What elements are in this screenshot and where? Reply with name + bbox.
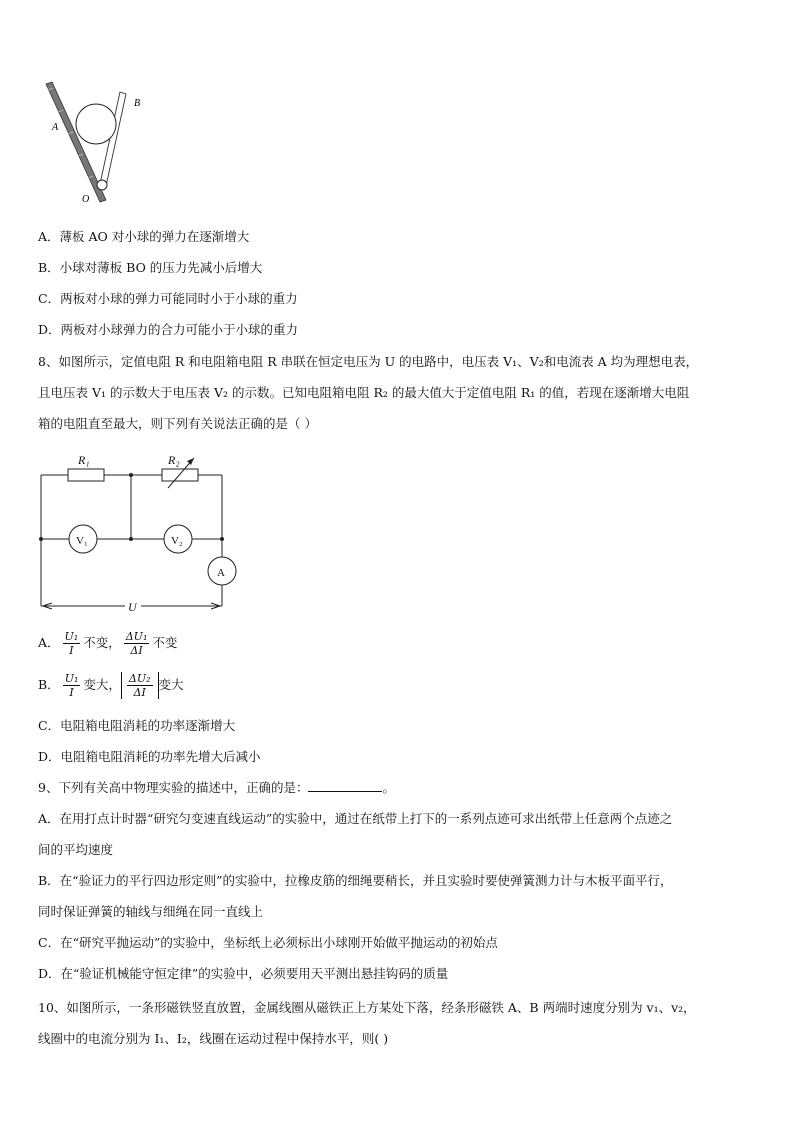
q8-option-a-prefix: A． — [38, 635, 60, 650]
label-b: B — [134, 98, 141, 109]
absolute-value-bars — [121, 672, 159, 699]
q8-option-b-text-1: 变大， — [83, 677, 121, 692]
label-a: A — [217, 567, 225, 579]
fraction-denominator: I — [69, 686, 74, 699]
label-r2: R₂ — [168, 453, 180, 467]
ball — [76, 104, 116, 144]
hinge — [97, 180, 107, 190]
fraction-u1-over-i — [63, 630, 81, 657]
q9-option-b-line-1: B．在“验证力的平行四边形定则”的实验中，拉橡皮筋的细绳要稍长，并且实验时要使弹簧测力计与木板平面平行， — [38, 873, 673, 888]
q7-option-b: B．小球对薄板 BO 的压力先减小后增大 — [38, 260, 263, 275]
label-a: A — [52, 122, 59, 133]
q9-stem-text: 9、下列有关高中物理实验的描述中，正确的是： — [38, 780, 309, 795]
q8-option-b-prefix: B． — [38, 677, 60, 692]
label-r1: R₁ — [78, 453, 90, 467]
q9-option-a-line-2: 间的平均速度 — [38, 842, 114, 857]
q8-option-a-text-2: 不变 — [152, 635, 178, 650]
q10-stem-line-1: 10、如图所示，一条形磁铁竖直放置，金属线圈从磁铁正上方某处下落，经条形磁铁 A、B 两端时速度分别为 v₁、v₂， — [38, 1000, 696, 1015]
circuit-diagram — [34, 446, 244, 616]
fraction-numerator: ΔU₂ — [128, 672, 151, 685]
q9-stem — [38, 779, 395, 797]
q8-stem-line-1: 8、如图所示，定值电阻 R 和电阻箱电阻 R 串联在恒定电压为 U 的电路中，电压表 V₁、V₂和电流表 A 均为理想电表， — [38, 354, 699, 369]
q7-option-a: A．薄板 AO 对小球的弹力在逐渐增大 — [38, 229, 250, 244]
resistor-box-r2 — [162, 469, 198, 481]
q8-option-b-text-2: 变大 — [158, 677, 184, 692]
answer-blank[interactable] — [308, 779, 382, 792]
label-o: O — [82, 194, 90, 205]
q8-option-d: D．电阻箱电阻消耗的功率先增大后减小 — [38, 749, 261, 764]
fraction-denominator: ΔI — [130, 644, 143, 657]
q8-option-a-text-1: 不变， — [83, 635, 121, 650]
q9-option-b-line-2: 同时保证弹簧的轴线与细绳在同一直线上 — [38, 904, 264, 919]
q8-stem-line-2: 且电压表 V₁ 的示数大于电压表 V₂ 的示数。已知电阻箱电阻 R₂ 的最大值大于定值电阻 R₁ 的值，若现在逐渐增大电阻 — [38, 385, 690, 400]
label-u: U — [128, 600, 137, 614]
fraction-denominator: I — [69, 644, 74, 657]
q8-stem-line-3: 箱的电阻直至最大，则下列有关说法正确的是（ ） — [38, 416, 317, 431]
label-v2: V₂ — [171, 535, 183, 547]
fraction-denominator: ΔI — [133, 686, 146, 699]
q9-stem-end: 。 — [382, 780, 395, 795]
q10-stem-line-2: 线圈中的电流分别为 I₁、I₂，线圈在运动过程中保持水平，则( ) — [38, 1031, 389, 1046]
q8-option-b — [38, 672, 184, 699]
fraction-delta-u1-over-delta-i — [124, 630, 150, 657]
resistor-r1 — [68, 469, 104, 481]
fraction-delta-u2-over-delta-i — [127, 672, 153, 699]
q8-option-c: C．电阻箱电阻消耗的功率逐渐增大 — [38, 718, 236, 733]
label-v1: V₁ — [76, 535, 88, 547]
fraction-u1-over-i — [63, 672, 81, 699]
q9-option-c: C．在“研究平抛运动”的实验中，坐标纸上必须标出小球刚开始做平抛运动的初始点 — [38, 935, 498, 950]
q9-option-d: D．在“验证机械能守恒定律”的实验中，必须要用天平测出悬挂钩码的质量 — [38, 966, 449, 981]
q7-option-d: D．两板对小球弹力的合力可能小于小球的重力 — [38, 322, 299, 337]
inclined-boards-figure — [38, 78, 158, 206]
q9-option-a-line-1: A．在用打点计时器“研究匀变速直线运动”的实验中，通过在纸带上打下的一系列点迹可求出纸带上任意两个点迹之 — [38, 811, 673, 826]
q8-option-a — [38, 630, 177, 657]
q7-option-c: C．两板对小球的弹力可能同时小于小球的重力 — [38, 291, 298, 306]
fraction-numerator: U₁ — [64, 630, 79, 643]
fraction-numerator: ΔU₁ — [125, 630, 148, 643]
fraction-numerator: U₁ — [64, 672, 79, 685]
